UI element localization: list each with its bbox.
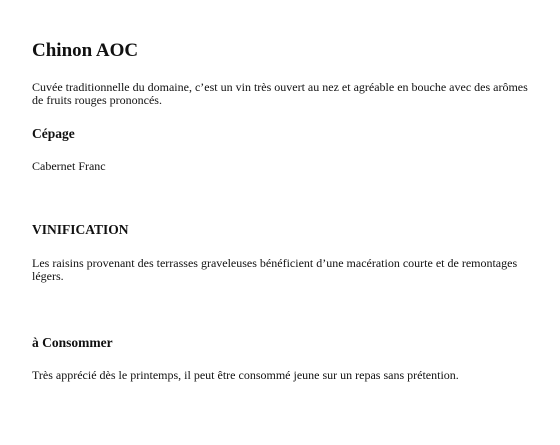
- section-heading-cepage: Cépage: [32, 126, 75, 141]
- page-title: Chinon AOC: [32, 40, 139, 61]
- section-heading-consommer: à Consommer: [32, 335, 113, 350]
- section-text-consommer: Très apprécié dès le printemps, il peut être consommé jeune sur un repas sans prétention.: [32, 368, 459, 382]
- section-text-vinification: Les raisins provenant des terrasses graveleuses bénéficient d’une macération courte et de remontages légers.: [32, 256, 518, 283]
- section-heading-vinification: VINIFICATION: [32, 222, 129, 237]
- section-text-cepage: Cabernet Franc: [32, 159, 106, 173]
- intro-paragraph: Cuvée traditionnelle du domaine, c’est un vin très ouvert au nez et agréable en bouche avec des arômes de fruits rouges prononcés.: [32, 80, 528, 107]
